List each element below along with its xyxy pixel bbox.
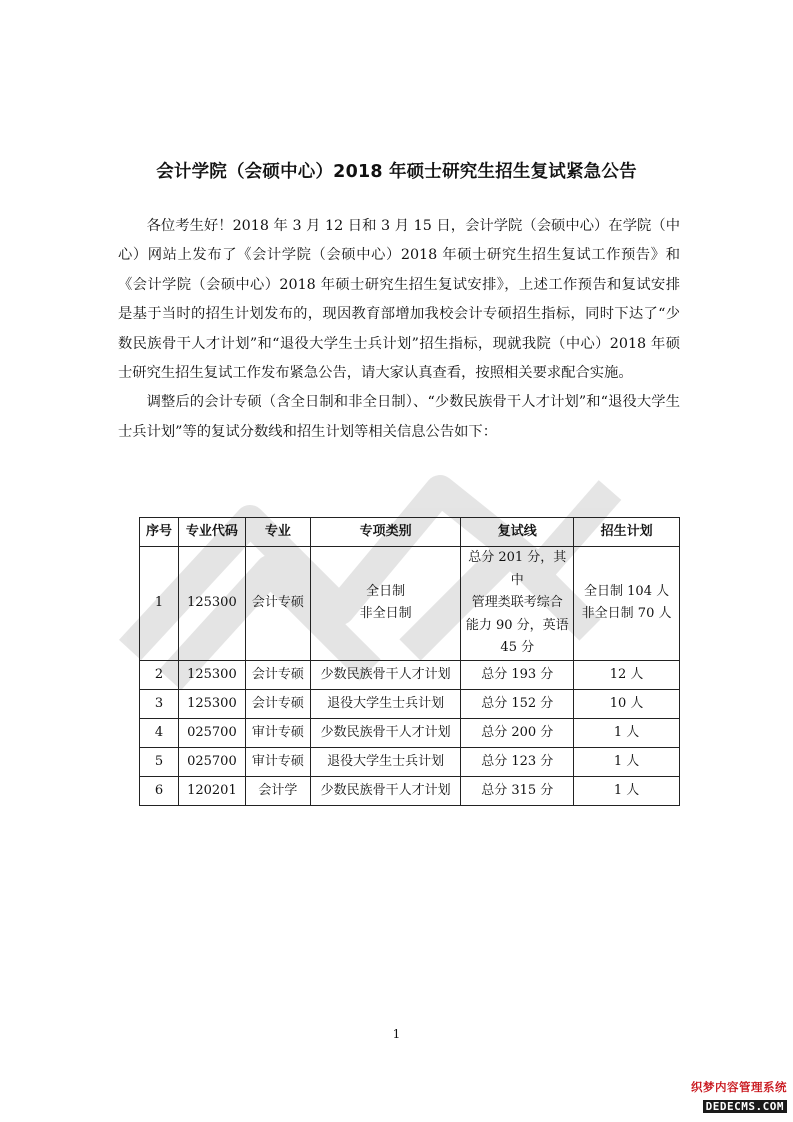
page-title: 会计学院（会硕中心）2018 年硕士研究生招生复试紧急公告 [156, 162, 637, 182]
cell-category: 退役大学生士兵计划 [310, 747, 461, 776]
table-row [140, 776, 680, 805]
table-row [140, 747, 680, 776]
cell-code: 125300 [178, 689, 245, 718]
plan-line: 非全日制 70 人 [581, 606, 672, 622]
cell-no: 5 [140, 747, 179, 776]
header-line: 复试线 [461, 518, 574, 547]
cell-line: 总分 200 分 [461, 718, 574, 747]
cell-major: 审计专硕 [245, 718, 310, 747]
cell-category: 少数民族骨干人才计划 [310, 718, 461, 747]
cell-plan: 10 人 [574, 689, 680, 718]
table-row [140, 689, 680, 718]
cell-category [310, 547, 461, 661]
table-row [140, 718, 680, 747]
admission-table [139, 517, 680, 806]
cell-plan: 1 人 [574, 718, 680, 747]
cell-line: 总分 152 分 [461, 689, 574, 718]
score-line: 能力 90 分，英语 [465, 617, 569, 633]
cell-code: 025700 [178, 747, 245, 776]
cell-line: 总分 123 分 [461, 747, 574, 776]
logo-cn-text: 织梦内容管理系统 [691, 1080, 787, 1094]
cell-category: 少数民族骨干人才计划 [310, 660, 461, 689]
cell-major: 会计学 [245, 776, 310, 805]
cell-code: 125300 [178, 660, 245, 689]
paragraph-intro: 各位考生好！2018 年 3 月 12 日和 3 月 15 日，会计学院（会硕中心）在学院（中心）网站上发布了《会计学院（会硕中心）2018 年硕士研究生招生复试工作预告》和《会计学院（会硕中心）2018 年硕士研究生招生复试安排》，上述工作预告和复试安排是基于当时的招生计划发布的，现因教育部增加我校会计专硕招生指标，同时下达了“少数民族骨干人才计划”和“退役大学生士兵计划”招生指标，现就我院（中心）2018 年硕士研究生招生复试工作发布紧急公告，请大家认真查看，按照相关要求配合实施。 [118, 218, 680, 382]
notice-body [118, 212, 680, 447]
cell-no: 6 [140, 776, 179, 805]
cell-plan: 12 人 [574, 660, 680, 689]
cell-code: 025700 [178, 718, 245, 747]
table-row [140, 547, 680, 661]
cell-no: 2 [140, 660, 179, 689]
score-line: 45 分 [500, 640, 535, 655]
cell-code: 125300 [178, 547, 245, 661]
header-code: 专业代码 [178, 518, 245, 547]
cell-line: 总分 193 分 [461, 660, 574, 689]
category-line: 全日制 [366, 583, 406, 599]
header-major: 专业 [245, 518, 310, 547]
category-line: 非全日制 [359, 606, 412, 622]
plan-line: 全日制 104 人 [584, 583, 670, 599]
site-logo [691, 1079, 787, 1114]
cell-major: 会计专硕 [245, 660, 310, 689]
cell-no: 4 [140, 718, 179, 747]
page-number: 1 [392, 1027, 401, 1041]
cell-plan [574, 547, 680, 661]
cell-category: 退役大学生士兵计划 [310, 689, 461, 718]
score-line: 总分 201 分，其中 [468, 550, 567, 588]
cell-no: 1 [140, 547, 179, 661]
logo-en-text: DEDECMS.COM [703, 1100, 787, 1113]
score-line: 管理类联考综合 [471, 595, 563, 610]
table-header-row [140, 518, 680, 547]
header-category: 专项类别 [310, 518, 461, 547]
cell-category: 少数民族骨干人才计划 [310, 776, 461, 805]
cell-plan: 1 人 [574, 776, 680, 805]
table-row [140, 660, 680, 689]
header-no: 序号 [140, 518, 179, 547]
cell-plan: 1 人 [574, 747, 680, 776]
cell-no: 3 [140, 689, 179, 718]
cell-line: 总分 315 分 [461, 776, 574, 805]
cell-major: 会计专硕 [245, 547, 310, 661]
header-plan: 招生计划 [574, 518, 680, 547]
cell-major: 审计专硕 [245, 747, 310, 776]
paragraph-summary: 调整后的会计专硕（含全日制和非全日制）、“少数民族骨干人才计划”和“退役大学生士兵计划”等的复试分数线和招生计划等相关信息公告如下： [118, 394, 680, 440]
cell-line [461, 547, 574, 661]
cell-major: 会计专硕 [245, 689, 310, 718]
cell-code: 120201 [178, 776, 245, 805]
